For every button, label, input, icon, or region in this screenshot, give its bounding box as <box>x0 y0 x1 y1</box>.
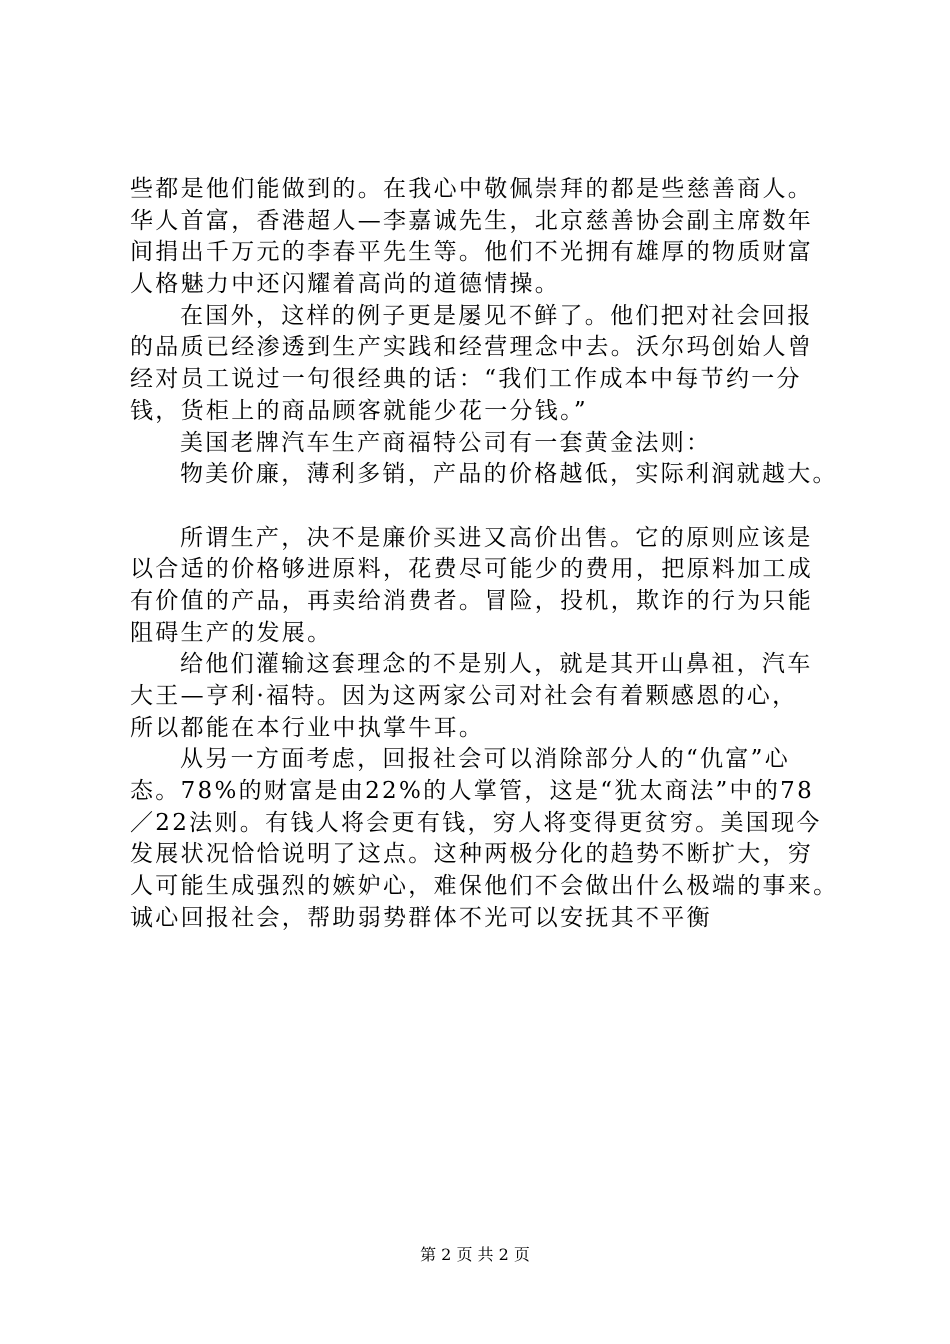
text-line: 给他们灌输这套理念的不是别人，就是其开山鼻祖，汽车 <box>180 651 813 678</box>
body-text <box>130 174 845 935</box>
text-line: 美国老牌汽车生产商福特公司有一套黄金法则： <box>180 429 712 456</box>
blank-line <box>130 491 845 523</box>
text-line: 些都是他们能做到的。在我心中敬佩崇拜的都是些慈善商人。 <box>130 176 814 202</box>
text-line: 钱，货柜上的商品顾客就能少花一分钱。” <box>130 397 588 424</box>
text-line: 的品质已经渗透到生产实践和经营理念中去。沃尔玛创始人曾 <box>130 334 814 361</box>
text-line: 大王—亨利·福特。因为这两家公司对社会有着颗感恩的心， <box>130 683 798 709</box>
text-line: 华人首富，香港超人—李嘉诚先生，北京慈善协会副主席数年 <box>130 207 814 234</box>
text-line: 人格魅力中还闪耀着高尚的道德情操。 <box>130 271 561 298</box>
text-line: 阻碍生产的发展。 <box>130 619 333 646</box>
text-line: 所谓生产，决不是廉价买进又高价出售。它的原则应该是 <box>180 524 813 551</box>
text-line: 以合适的价格够进原料，花费尽可能少的费用，把原料加工成 <box>130 556 814 583</box>
text-line: 物美价廉，薄利多销，产品的价格越低，实际利润就越大。 <box>180 461 838 488</box>
text-line: 人可能生成强烈的嫉妒心，难保他们不会做出什么极端的事来。 <box>130 873 839 900</box>
text-line: 态。78%的财富是由22%的人掌管，这是“犹太商法”中的78 <box>130 778 815 805</box>
text-line: 发展状况恰恰说明了这点。这种两极分化的趋势不断扩大，穷 <box>130 841 814 868</box>
page-footer: 第 2 页 共 2 页 <box>420 1245 530 1264</box>
text-line: 经对员工说过一句很经典的话：“我们工作成本中每节约一分 <box>130 366 802 393</box>
text-line: ／22法则。有钱人将会更有钱，穷人将变得更贫穷。美国现今 <box>130 809 822 836</box>
text-line: 诚心回报社会，帮助弱势群体不光可以安抚其不平衡 <box>130 904 712 931</box>
text-line: 有价值的产品，再卖给消费者。冒险，投机，欺诈的行为只能 <box>130 587 814 614</box>
text-line: 间捐出千万元的李春平先生等。他们不光拥有雄厚的物质财富 <box>130 239 814 266</box>
text-line: 所以都能在本行业中执掌牛耳。 <box>130 714 485 741</box>
text-line: 在国外，这样的例子更是屡见不鲜了。他们把对社会回报 <box>180 302 813 329</box>
text-line: 从另一方面考虑，回报社会可以消除部分人的“仇富”心 <box>180 746 791 773</box>
